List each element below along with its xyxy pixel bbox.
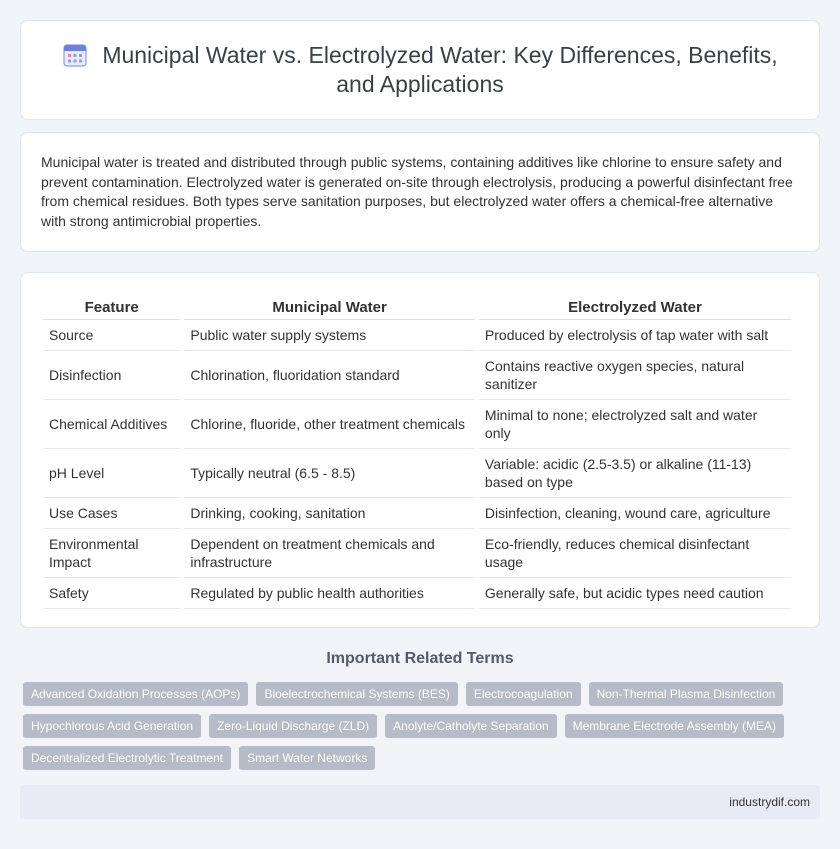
- related-terms-section: [20, 650, 820, 770]
- table-cell: Safety: [43, 578, 180, 609]
- footer: [20, 785, 820, 819]
- intro-paragraph: Municipal water is treated and distributed through public systems, containing additives like chlorine to ensure safety and prevent contamination. Electrolyzed water is generated on-site through electrolysis, producing a powerful disinfectant free from chemical residues. Both types serve sanitation purposes, but electrolyzed water offers a chemical-free alternative with strong antimicrobial properties.: [41, 154, 793, 229]
- related-terms-title: Important Related Terms: [326, 650, 514, 667]
- tag-aops[interactable]: Advanced Oxidation Processes (AOPs): [23, 682, 248, 706]
- tag-bes[interactable]: Bioelectrochemical Systems (BES): [256, 682, 457, 706]
- tag-electrocoagulation[interactable]: Electrocoagulation: [466, 682, 581, 706]
- table-row: [43, 449, 791, 498]
- table-cell: pH Level: [43, 449, 180, 498]
- table-row: [43, 498, 791, 529]
- tag-hypochlorous-acid[interactable]: Hypochlorous Acid Generation: [23, 714, 201, 738]
- table-cell: Dependent on treatment chemicals and infrastructure: [184, 529, 475, 578]
- table-cell: Source: [43, 320, 180, 351]
- table-cell: Environmental Impact: [43, 529, 180, 578]
- table-cell: Eco-friendly, reduces chemical disinfectant usage: [479, 529, 791, 578]
- tag-anolyte-catholyte[interactable]: Anolyte/Catholyte Separation: [385, 714, 556, 738]
- table-cell: Regulated by public health authorities: [184, 578, 475, 609]
- comparison-table: [39, 293, 795, 609]
- table-row: [43, 529, 791, 578]
- header-electrolyzed-water: Electrolyzed Water: [479, 293, 791, 320]
- tag-smart-water-networks[interactable]: Smart Water Networks: [239, 746, 375, 770]
- tag-mea[interactable]: Membrane Electrode Assembly (MEA): [565, 714, 784, 738]
- tag-decentralized-electrolytic[interactable]: Decentralized Electrolytic Treatment: [23, 746, 231, 770]
- comparison-card: [20, 272, 820, 628]
- table-row: [43, 320, 791, 351]
- table-header-row: [43, 293, 791, 320]
- intro-card: [20, 132, 820, 252]
- table-row: [43, 400, 791, 449]
- table-cell: Minimal to none; electrolyzed salt and water only: [479, 400, 791, 449]
- table-row: [43, 578, 791, 609]
- page-title-text: Municipal Water vs. Electrolyzed Water: Key Differences, Benefits, and Applications: [102, 42, 778, 97]
- header-municipal-water: Municipal Water: [184, 293, 475, 320]
- calendar-icon: [62, 42, 88, 68]
- table-cell: Produced by electrolysis of tap water with salt: [479, 320, 791, 351]
- table-cell: Chlorine, fluoride, other treatment chemicals: [184, 400, 475, 449]
- table-cell: Typically neutral (6.5 - 8.5): [184, 449, 475, 498]
- table-cell: Chlorination, fluoridation standard: [184, 351, 475, 400]
- table-cell: Contains reactive oxygen species, natural sanitizer: [479, 351, 791, 400]
- tag-non-thermal-plasma[interactable]: Non-Thermal Plasma Disinfection: [589, 682, 784, 706]
- header-feature: Feature: [43, 293, 180, 320]
- page-title: [51, 41, 789, 99]
- table-cell: Chemical Additives: [43, 400, 180, 449]
- footer-site-link[interactable]: industrydif.com: [729, 795, 810, 809]
- table-cell: Public water supply systems: [184, 320, 475, 351]
- table-row: [43, 351, 791, 400]
- related-terms-tags: [20, 682, 820, 770]
- table-cell: Disinfection, cleaning, wound care, agriculture: [479, 498, 791, 529]
- table-cell: Use Cases: [43, 498, 180, 529]
- tag-zld[interactable]: Zero-Liquid Discharge (ZLD): [209, 714, 377, 738]
- title-card: [20, 20, 820, 120]
- table-cell: Drinking, cooking, sanitation: [184, 498, 475, 529]
- table-cell: Disinfection: [43, 351, 180, 400]
- table-cell: Variable: acidic (2.5-3.5) or alkaline (11-13) based on type: [479, 449, 791, 498]
- table-cell: Generally safe, but acidic types need caution: [479, 578, 791, 609]
